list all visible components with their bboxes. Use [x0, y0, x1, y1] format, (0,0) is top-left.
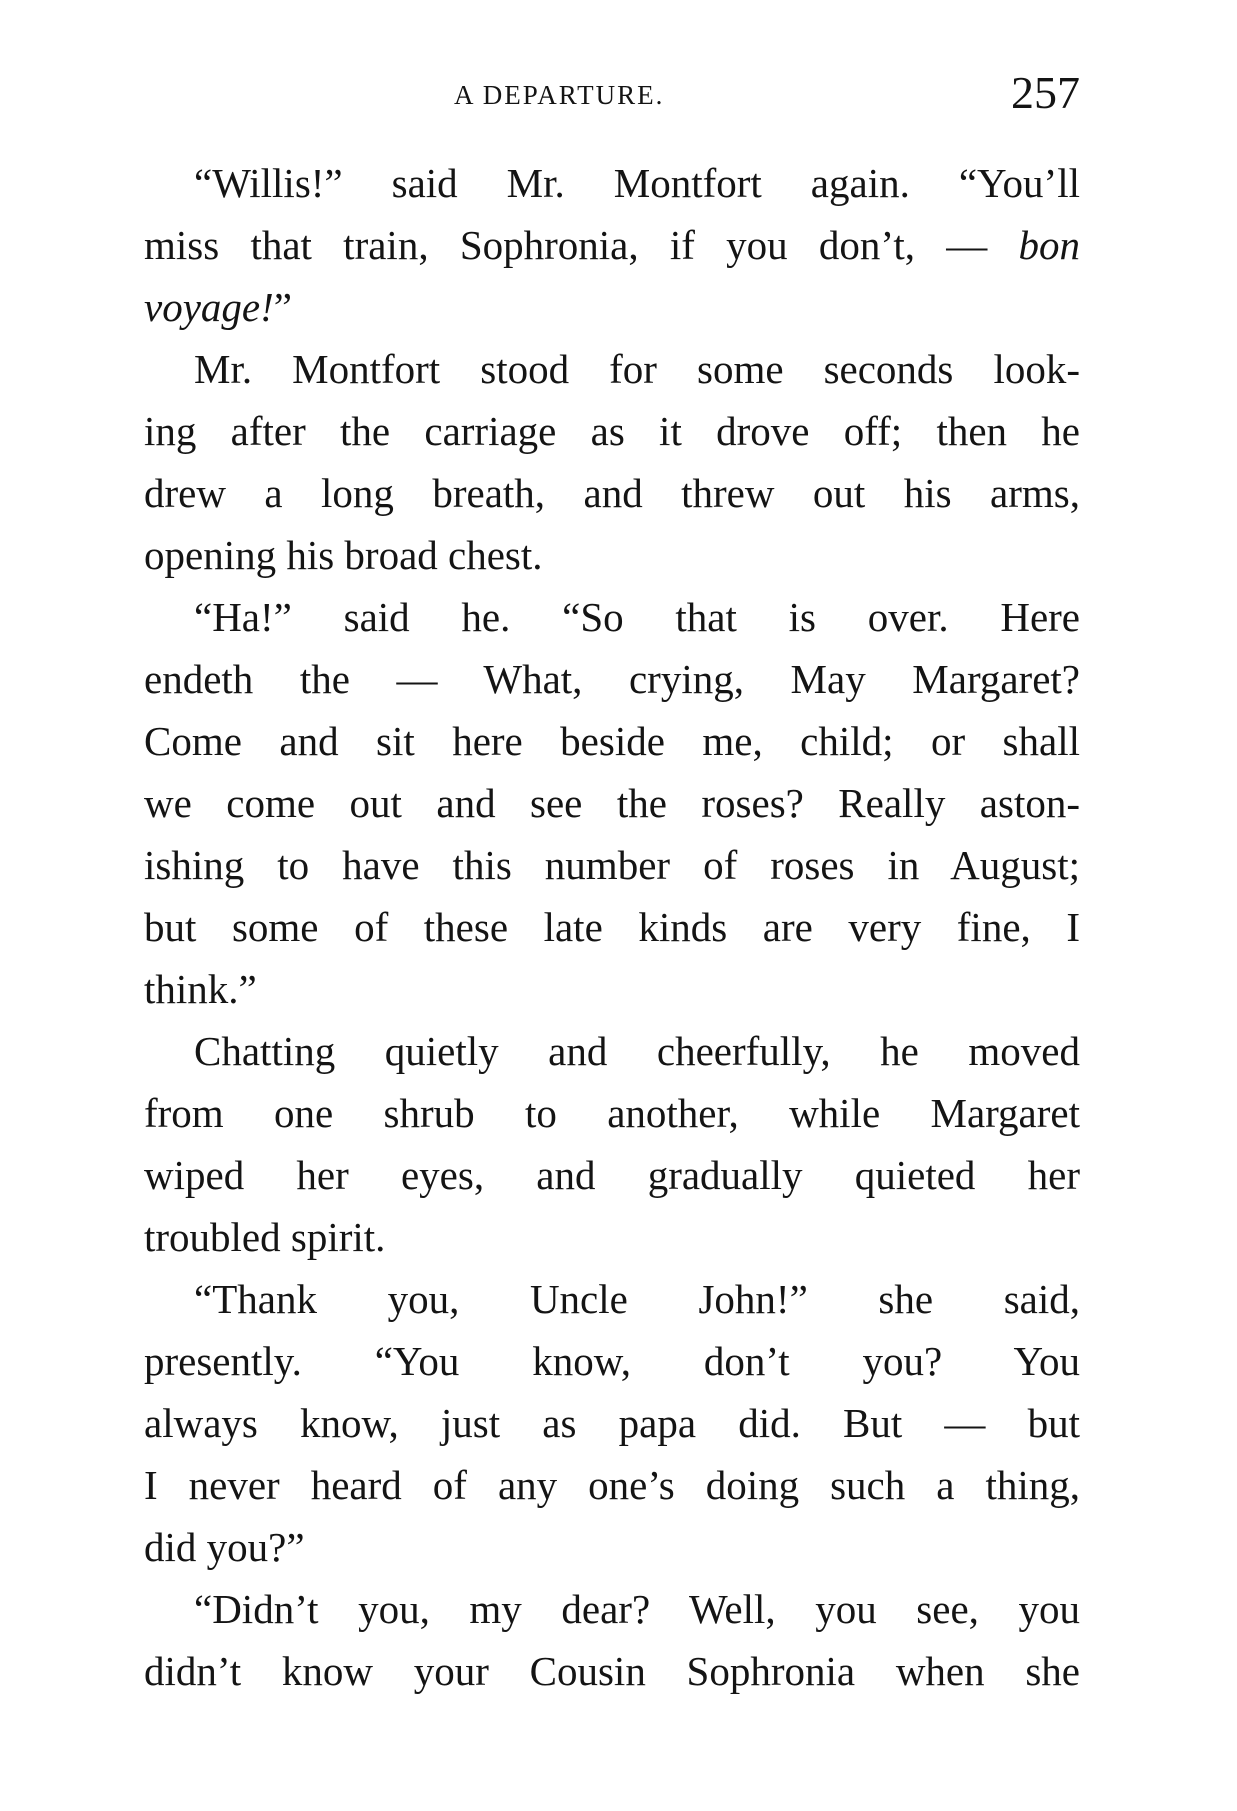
text-line — [144, 214, 1080, 276]
line-text: Come and sit here beside me, child; or shall — [144, 718, 1080, 764]
text-line — [144, 1144, 1080, 1206]
text-line — [144, 1082, 1080, 1144]
line-text: endeth the — What, crying, May Margaret? — [144, 656, 1080, 702]
text-line — [144, 958, 1080, 1020]
line-text: Chatting quietly and cheerfully, he moved — [194, 1028, 1080, 1074]
text-line — [144, 462, 1080, 524]
text-line — [144, 1268, 1080, 1330]
page-number: 257 — [1011, 67, 1080, 118]
line-text: ishing to have this number of roses in August; — [144, 842, 1080, 888]
line-text: ” — [273, 284, 292, 330]
line-text: but some of these late kinds are very fine, I — [144, 904, 1080, 950]
text-line — [144, 1454, 1080, 1516]
text-line — [144, 834, 1080, 896]
text-line — [144, 1330, 1080, 1392]
line-text: “Ha!” said he. “So that is over. Here — [194, 594, 1080, 640]
line-text: presently. “You know, don’t you? You — [144, 1338, 1080, 1384]
line-text: think.” — [144, 966, 257, 1012]
italic-text: bon — [1018, 222, 1080, 268]
line-text: opening his broad chest. — [144, 532, 543, 578]
line-text: drew a long breath, and threw out his arms, — [144, 470, 1080, 516]
text-line — [144, 338, 1080, 400]
line-text: “Thank you, Uncle John!” she said, — [194, 1276, 1080, 1322]
running-head: A DEPARTURE. — [454, 80, 665, 110]
line-text: I never heard of any one’s doing such a thing, — [144, 1462, 1080, 1508]
text-line — [144, 400, 1080, 462]
text-line — [144, 1516, 1080, 1578]
line-text: we come out and see the roses? Really aston- — [144, 780, 1080, 826]
text-line — [144, 1206, 1080, 1268]
page-header — [144, 66, 1080, 126]
text-line — [144, 896, 1080, 958]
line-text: did you?” — [144, 1524, 305, 1570]
text-line — [144, 152, 1080, 214]
line-text: troubled spirit. — [144, 1214, 386, 1260]
line-text: Mr. Montfort stood for some seconds look- — [194, 346, 1080, 392]
text-line — [144, 586, 1080, 648]
text-line — [144, 648, 1080, 710]
text-line — [144, 1020, 1080, 1082]
body-text — [144, 152, 1080, 1702]
text-line — [144, 524, 1080, 586]
line-text: wiped her eyes, and gradually quieted her — [144, 1152, 1080, 1198]
line-text: ing after the carriage as it drove off; then he — [144, 408, 1080, 454]
text-line — [144, 710, 1080, 772]
line-text: “Didn’t you, my dear? Well, you see, you — [194, 1586, 1080, 1632]
text-line — [144, 276, 1080, 338]
line-text: from one shrub to another, while Margaret — [144, 1090, 1080, 1136]
line-text: always know, just as papa did. But — but — [144, 1400, 1080, 1446]
text-line — [144, 772, 1080, 834]
italic-text: voyage! — [144, 284, 274, 330]
text-line — [144, 1640, 1080, 1702]
line-text: miss that train, Sophronia, if you don’t, — — [144, 222, 1019, 268]
line-text: “Willis!” said Mr. Montfort again. “You’ll — [194, 160, 1080, 206]
line-text: didn’t know your Cousin Sophronia when she — [144, 1648, 1080, 1694]
text-line — [144, 1578, 1080, 1640]
text-line — [144, 1392, 1080, 1454]
